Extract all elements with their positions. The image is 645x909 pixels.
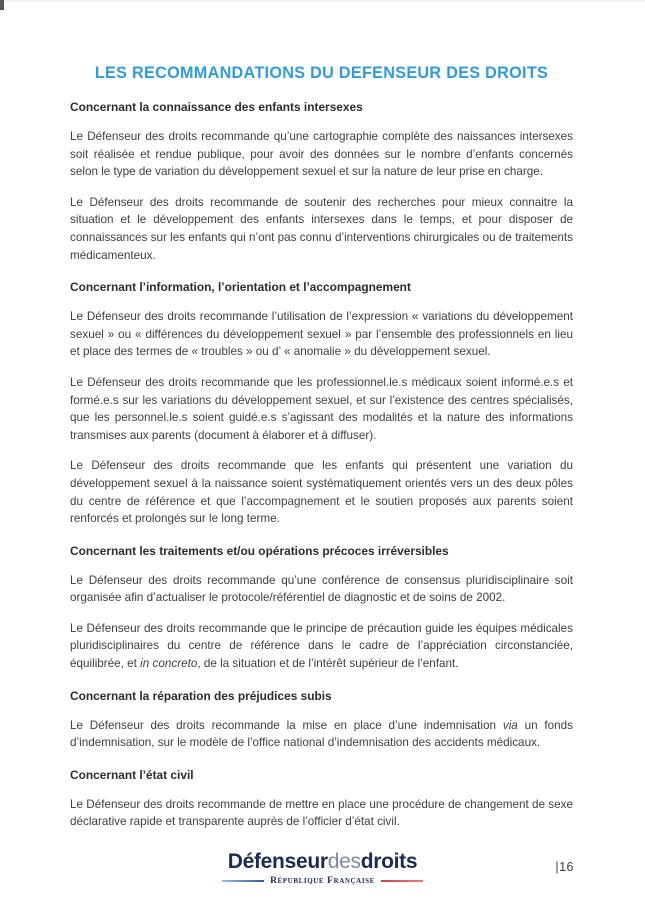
paragraph-text: Le Défenseur des droits recommande la mise en place d’une indemnisation [70,718,503,732]
document-page [70,0,573,831]
paragraph-text: Le Défenseur des droits recommande que le principe de précaution guide les équipes médicales pluridisciplinaires du centre de référence dans le cadre de l’appréciation circonstanciée, équilibrée, et [70,621,573,671]
logo-word-des: des [327,850,361,873]
paragraph: Le Défenseur des droits recommande que les professionnel.le.s médicaux soient informé.e.s et formé.e.s sur les variations du développement sexuel, et sur l’existence des centres spécialisés, que les personnel.le.s soient guidé.e.s s’agissant des modalités et la nature des informations transmises aux parents (document à élaborer et à diffuser). [70,375,573,442]
section-heading: Concernant les traitements et/ou opérations précoces irréversibles [70,543,449,558]
paragraph: Le Défenseur des droits recommande qu’une cartographie complète des naissances intersexes soit réalisée et rendue publique, pour avoir des données sur le nombre d’enfants concernés selon le type de variation du développement sexuel et sur la nature de leur prise en charge. [70,130,573,179]
paragraph: Le Défenseur des droits recommande que les enfants qui présentent une variation du développement sexuel à la naissance soient systématiquement orientés vers un des deux pôles du centre de référence et que l’accompagnement et le soutien proposés aux parents soient renforcés et prolongés sur le long terme. [70,459,573,526]
logo-red-line [381,880,423,882]
logo-subtitle: République Française [270,876,375,886]
section-heading: Concernant la connaissance des enfants intersexes [70,100,363,114]
scan-corner-artifact [0,0,4,10]
logo-subtitle-row [222,876,423,886]
logo-wordmark [228,850,418,873]
italic-term: via [502,718,518,732]
logo-word-droits: droits [360,850,418,873]
section-information [70,264,573,528]
logo-word-defenseur: Défenseur [227,850,328,873]
section-heading: Concernant la réparation des préjudices subis [70,688,332,703]
logo-blue-line [222,880,264,882]
section-etat-civil [70,752,573,831]
paragraph: Le Défenseur des droits recommande de mettre en place une procédure de changement de sexe déclarative rapide et transparente auprès de l’officier d’état civil. [70,797,573,829]
paragraph [70,607,573,673]
paragraph-text: , de la situation et de l’intérêt supérieur de l’enfant. [197,657,459,671]
section-reparation [70,673,573,752]
section-connaissance [70,84,573,264]
section-heading: Concernant l’état civil [70,767,194,782]
paragraph: Le Défenseur des droits recommande l’utilisation de l’expression « variations du développement sexuel » ou « différences du développement sexuel » par l’ensemble des professionnels en lieu et place des termes de « troubles » ou d’ « anomalie » du développement sexuel. [70,310,573,359]
paragraph [70,704,573,752]
italic-term: in concreto [140,657,198,671]
page-number: |16 [555,860,574,874]
paragraph: Le Défenseur des droits recommande qu’une conférence de consensus pluridisciplinaire soit organisée afin d’actualiser le protocole/référentiel de diagnostic et de soins de 2002. [70,573,573,605]
paragraph-text: un fonds d’indemnisation, sur le modèle de l’office national d’indemnisation des accidents médicaux. [70,718,573,750]
page-footer [0,850,645,886]
paragraph: Le Défenseur des droits recommande de soutenir des recherches pour mieux connaitre la situation et le développement des enfants intersexes dans le temps, et pour disposer de connaissances sur les enfants qui n’ont pas connu d’interventions chirurgicales ou de traitements médicamenteux. [70,195,573,262]
section-traitements [70,528,573,673]
page-title: LES RECOMMANDATIONS DU DEFENSEUR DES DROITS [94,64,549,82]
defenseur-des-droits-logo [222,850,423,886]
section-heading: Concernant l’information, l’orientation et l’accompagnement [70,280,411,295]
